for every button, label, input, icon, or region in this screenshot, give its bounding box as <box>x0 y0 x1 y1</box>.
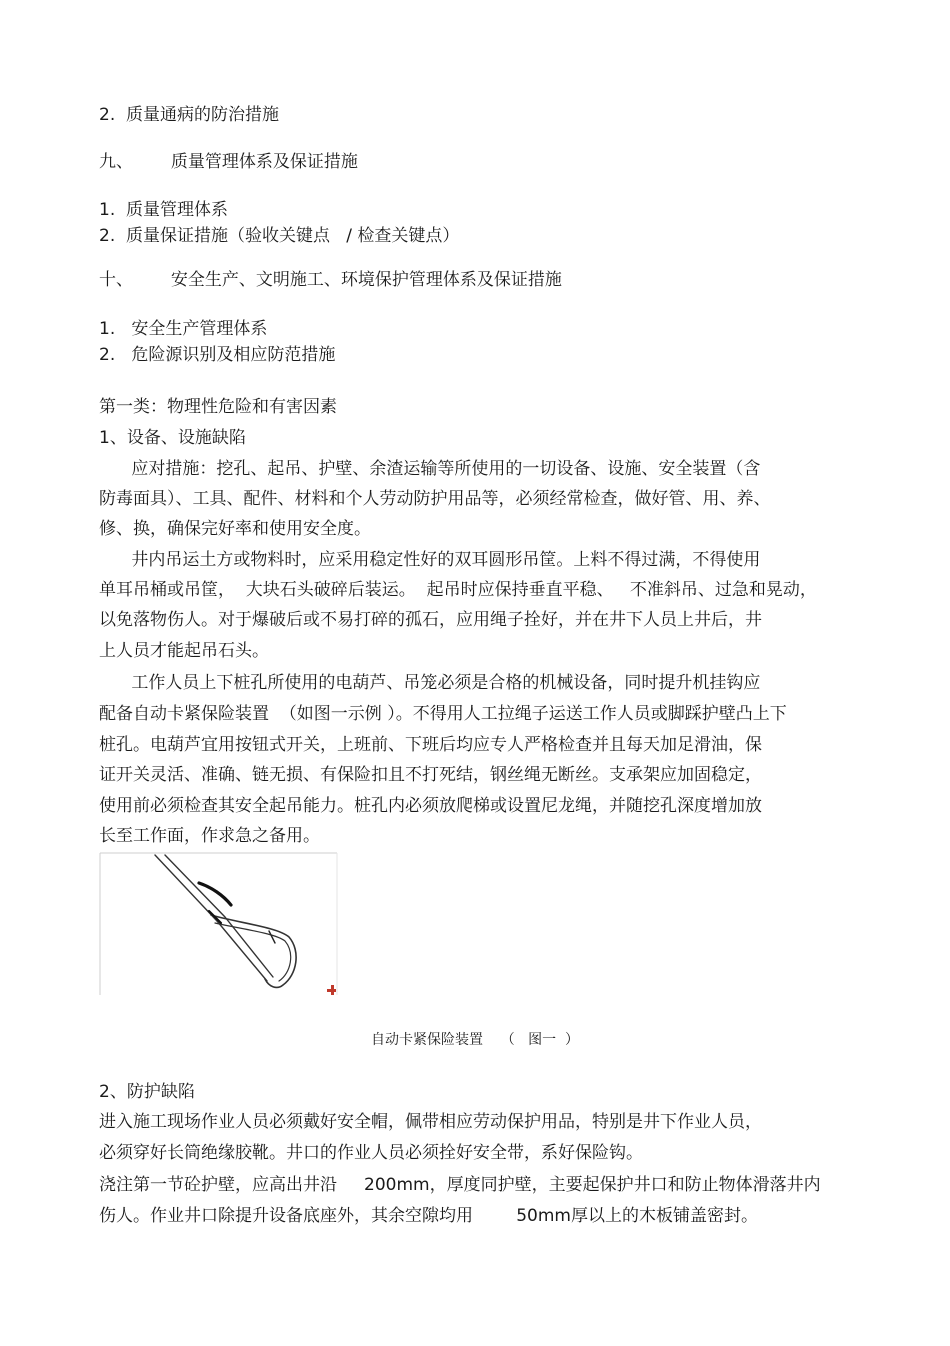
para-3-line-6: 长至工作面，作求急之备用。 <box>99 826 320 846</box>
para-4-line-3: 浇注第一节砼护壁，应高出井沿 200mm，厚度同护壁，主要起保护井口和防止物体滑落井内 <box>99 1175 821 1195</box>
figure-caption: 自动卡紧保险装置 （ 图一 ） <box>370 1032 580 1048</box>
para-1-line-1: 应对措施：挖孔、起吊、护壁、余渣运输等所使用的一切设备、设施、安全装置（含 <box>99 459 761 479</box>
outline-item-9-1: 1. 质量管理体系 <box>99 200 229 220</box>
section-10-heading: 十、 安全生产、文明施工、环境保护管理体系及保证措施 <box>99 270 562 290</box>
para-4-line-2: 必须穿好长筒绝缘胶靴。井口的作业人员必须拴好安全带，系好保险钩。 <box>99 1143 643 1163</box>
para-4-line-4: 伤人。作业井口除提升设备底座外，其余空隙均用 50mm厚以上的木板铺盖密封。 <box>99 1206 758 1226</box>
subsection-2-title: 2、防护缺陷 <box>99 1082 195 1102</box>
para-3-line-5: 使用前必须检查其安全起吊能力。桩孔内必须放爬梯或设置尼龙绳，并随挖孔深度增加放 <box>99 796 762 816</box>
para-2-line-2: 单耳吊桶或吊筐， 大块石头破碎后装运。 起吊时应保持垂直平稳、 不准斜吊、过急和晃动， <box>99 580 817 600</box>
para-2-line-3: 以免落物伤人。对于爆破后或不易打碎的孤石，应用绳子拴好，并在井下人员上井后，井 <box>99 610 762 630</box>
para-1-line-2: 防毒面具）、工具、配件、材料和个人劳动防护用品等，必须经常检查，做好管、用、养、 <box>99 489 771 509</box>
para-4-line-1: 进入施工现场作业人员必须戴好安全帽，佩带相应劳动保护用品，特别是井下作业人员， <box>99 1112 762 1132</box>
outline-item-10-1: 1. 安全生产管理体系 <box>99 319 268 339</box>
para-3-line-1: 工作人员上下桩孔所使用的电葫芦、吊笼必须是合格的机械设备，同时提升机挂钩应 <box>99 673 761 693</box>
para-2-line-4: 上人员才能起吊石头。 <box>99 641 269 661</box>
para-3-line-4: 证开关灵活、准确、链无损、有保险扣且不打死结，钢丝绳无断丝。支承架应加固稳定， <box>99 765 762 785</box>
hook-drawing <box>155 855 296 987</box>
safety-hook-figure <box>99 851 339 997</box>
para-1-line-3: 修、换，确保完好率和使用安全度。 <box>99 519 371 539</box>
para-3-line-3: 桩孔。电葫芦宜用按钮式开关，上班前、下班后均应专人严格检查并且每天加足滑油，保 <box>99 735 762 755</box>
para-2-line-1: 井内吊运土方或物料时，应采用稳定性好的双耳圆形吊筐。上料不得过满，不得使用 <box>99 550 761 570</box>
outline-item-10-2: 2. 危险源识别及相应防范措施 <box>99 345 336 365</box>
outline-item-quality-defects: 2. 质量通病的防治措施 <box>99 105 280 125</box>
para-3-line-2: 配备自动卡紧保险装置 （如图一示例 ）。不得用人工拉绳子运送工作人员或脚踩护壁凸上下 <box>99 704 787 724</box>
section-9-heading: 九、 质量管理体系及保证措施 <box>99 152 358 172</box>
category-1-heading: 第一类：物理性危险和有害因素 <box>99 397 337 417</box>
subsection-1-title: 1、设备、设施缺陷 <box>99 428 246 448</box>
red-marker <box>327 985 336 995</box>
outline-item-9-2: 2. 质量保证措施（验收关键点 / 检查关键点） <box>99 226 460 246</box>
